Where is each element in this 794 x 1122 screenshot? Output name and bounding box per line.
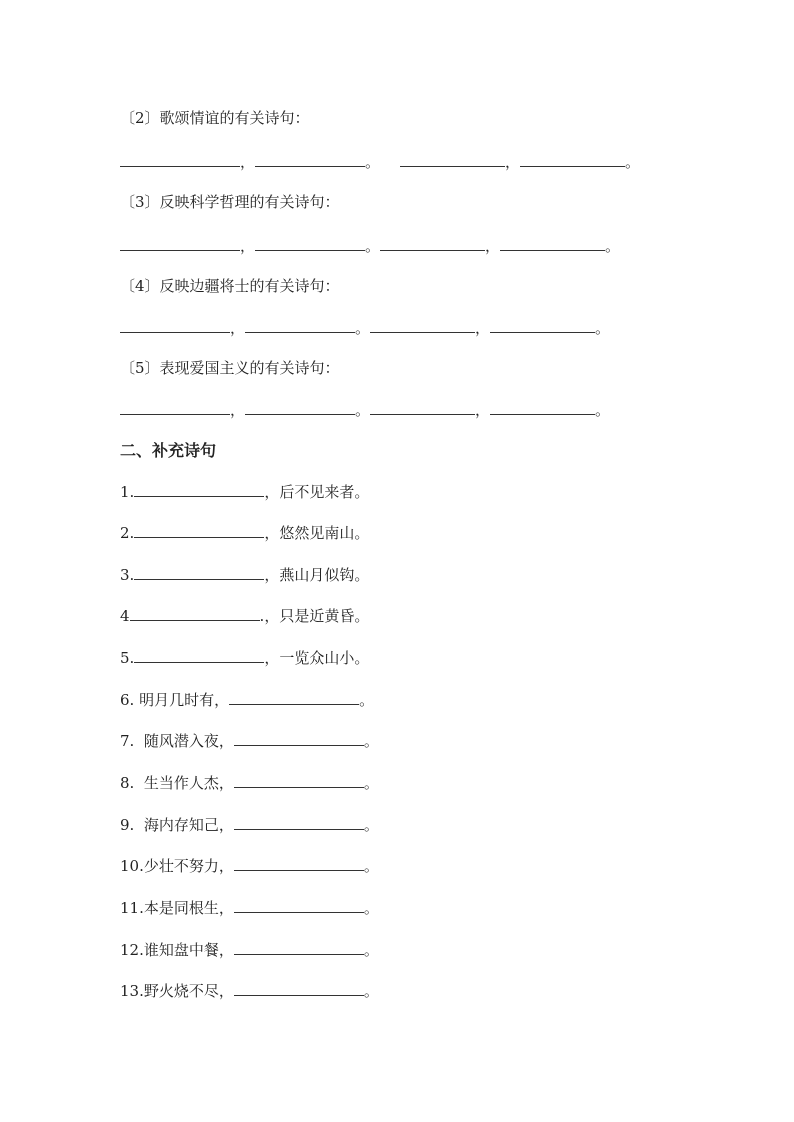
fill-item-4: 4 .，只是近黄昏。 xyxy=(120,607,370,625)
answer-blank[interactable] xyxy=(120,318,230,333)
fill-item-1: 1. ，后不见来者。 xyxy=(120,483,370,501)
answer-blank[interactable] xyxy=(500,236,605,251)
fill-item-10: 10.少壮不努力， 。 xyxy=(120,857,379,875)
fill-item-13: 13.野火烧不尽， 。 xyxy=(120,982,379,1000)
answer-blank[interactable] xyxy=(130,606,260,621)
fill-item-11: 11.本是同根生， 。 xyxy=(120,899,379,917)
question-2-answer-row: ， 。 ， 。 xyxy=(120,152,640,172)
question-3-label: 〔3〕反映科学哲理的有关诗句： xyxy=(120,193,340,211)
question-5-answer-row: ， 。 ， 。 xyxy=(120,400,610,420)
answer-blank[interactable] xyxy=(234,731,364,746)
answer-blank[interactable] xyxy=(229,690,359,705)
question-5-label: 〔5〕表现爱国主义的有关诗句： xyxy=(120,359,340,377)
answer-blank[interactable] xyxy=(234,856,364,871)
answer-blank[interactable] xyxy=(380,236,485,251)
question-4-answer-row: ， 。 ， 。 xyxy=(120,318,610,338)
answer-blank[interactable] xyxy=(134,523,264,538)
answer-blank[interactable] xyxy=(234,940,364,955)
answer-blank[interactable] xyxy=(370,400,475,415)
answer-blank[interactable] xyxy=(234,815,364,830)
answer-blank[interactable] xyxy=(520,152,625,167)
fill-item-12: 12.谁知盘中餐， 。 xyxy=(120,941,379,959)
answer-blank[interactable] xyxy=(120,152,240,167)
answer-blank[interactable] xyxy=(120,236,240,251)
answer-blank[interactable] xyxy=(234,898,364,913)
fill-item-6: 6. 明月几时有， 。 xyxy=(120,691,375,709)
answer-blank[interactable] xyxy=(255,236,365,251)
question-2-label: 〔2〕歌颂情谊的有关诗句： xyxy=(120,109,310,127)
answer-blank[interactable] xyxy=(400,152,505,167)
section-2-title: 二、补充诗句 xyxy=(120,441,217,460)
answer-blank[interactable] xyxy=(234,981,364,996)
answer-blank[interactable] xyxy=(120,400,230,415)
answer-blank[interactable] xyxy=(245,400,355,415)
fill-item-8: 8. 生当作人杰， 。 xyxy=(120,774,379,792)
answer-blank[interactable] xyxy=(490,318,595,333)
fill-item-9: 9. 海内存知己， 。 xyxy=(120,816,379,834)
answer-blank[interactable] xyxy=(370,318,475,333)
question-4-label: 〔4〕反映边疆将士的有关诗句： xyxy=(120,277,340,295)
answer-blank[interactable] xyxy=(234,773,364,788)
fill-item-2: 2. ，悠然见南山。 xyxy=(120,524,370,542)
fill-item-7: 7. 随风潜入夜， 。 xyxy=(120,732,379,750)
fill-item-5: 5. ，一览众山小。 xyxy=(120,649,370,667)
question-3-answer-row: ， 。 ， 。 xyxy=(120,236,620,256)
answer-blank[interactable] xyxy=(134,648,264,663)
answer-blank[interactable] xyxy=(245,318,355,333)
answer-blank[interactable] xyxy=(255,152,365,167)
fill-item-3: 3. ，燕山月似钩。 xyxy=(120,566,370,584)
answer-blank[interactable] xyxy=(134,482,264,497)
answer-blank[interactable] xyxy=(134,565,264,580)
answer-blank[interactable] xyxy=(490,400,595,415)
